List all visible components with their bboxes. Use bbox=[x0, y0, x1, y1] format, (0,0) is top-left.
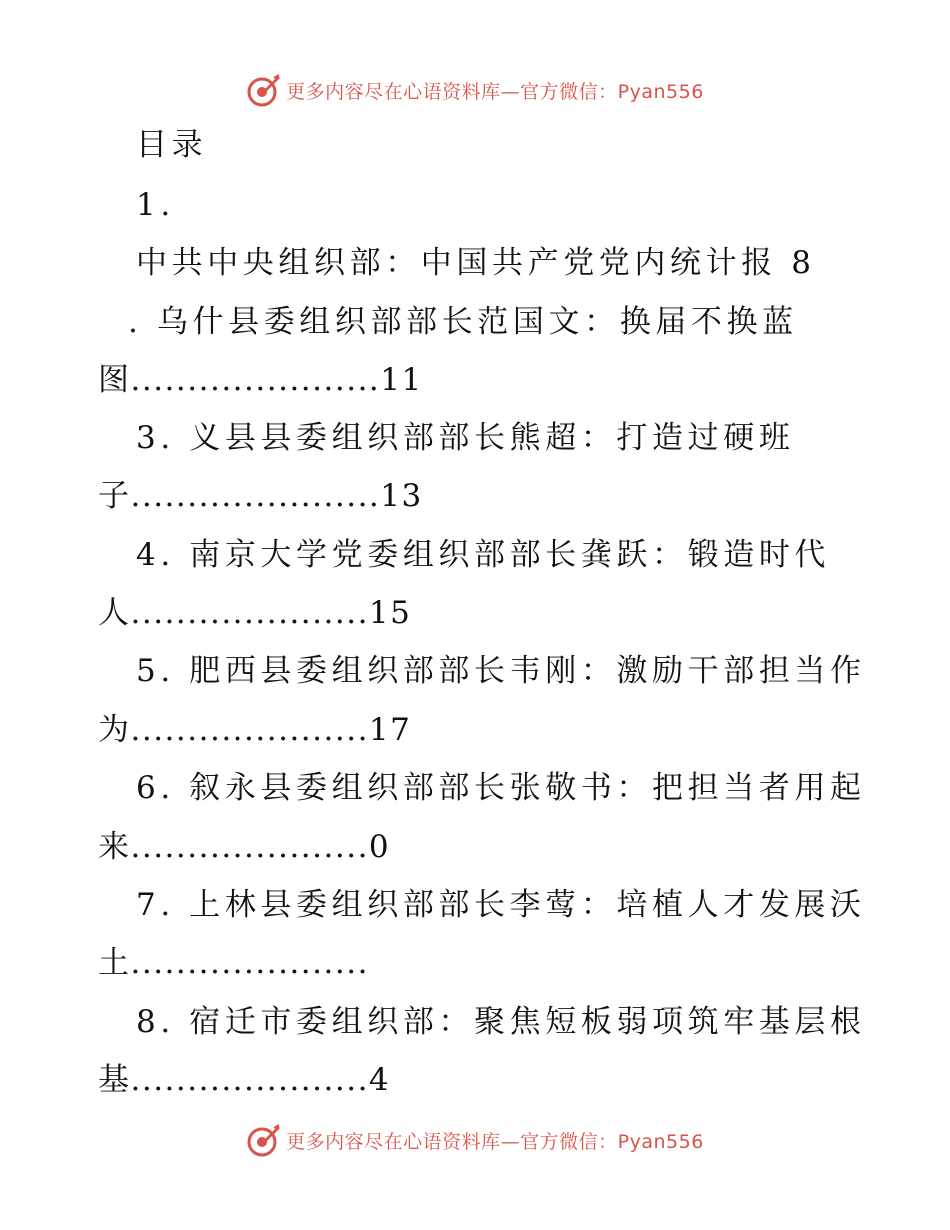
toc-line: 3. 义县县委组织部部长熊超：打造过硬班 bbox=[136, 420, 795, 456]
toc-line: 图......................11 bbox=[98, 362, 423, 398]
toc-line: 基.....................4 bbox=[98, 1062, 391, 1098]
toc-line: 土..................... bbox=[98, 945, 369, 981]
toc-line: 来.....................0 bbox=[98, 829, 391, 865]
banner-wechat: 官方微信：Pyan556 bbox=[520, 80, 704, 103]
toc-line: 8. 宿迁市委组织部：聚焦短板弱项筑牢基层根 bbox=[136, 1004, 866, 1040]
banner-wechat: 官方微信：Pyan556 bbox=[520, 1130, 704, 1153]
footer-watermark-banner bbox=[0, 1120, 950, 1160]
toc-line: 6. 叙永县委组织部部长张敬书：把担当者用起 bbox=[136, 770, 866, 806]
toc-heading: 目录 bbox=[136, 127, 208, 163]
banner-title: 更多内容尽在心语资料库 bbox=[286, 1130, 501, 1153]
toc-line: 1. bbox=[136, 187, 175, 223]
toc-line: 为.....................17 bbox=[98, 712, 412, 748]
toc-line: 子......................13 bbox=[98, 478, 423, 514]
toc-line: 5. 肥西县委组织部部长韦刚：激励干部担当作 bbox=[136, 653, 866, 689]
banner-text bbox=[286, 1127, 704, 1154]
toc-line: . 乌什县委组织部部长范国文：换届不换蓝 bbox=[128, 304, 798, 340]
toc-line: 7. 上林县委组织部部长李莺：培植人才发展沃 bbox=[136, 887, 866, 923]
banner-title: 更多内容尽在心语资料库 bbox=[286, 80, 501, 103]
toc-line: 中共中央组织部：中国共产党党内统计报 8 bbox=[136, 245, 816, 281]
banner-separator: — bbox=[500, 1130, 521, 1153]
quill-logo-icon bbox=[246, 1122, 282, 1158]
toc-line: 人.....................15 bbox=[98, 595, 412, 631]
banner-separator: — bbox=[500, 80, 521, 103]
toc-line: 4. 南京大学党委组织部部长龚跃：锻造时代 bbox=[136, 537, 831, 573]
